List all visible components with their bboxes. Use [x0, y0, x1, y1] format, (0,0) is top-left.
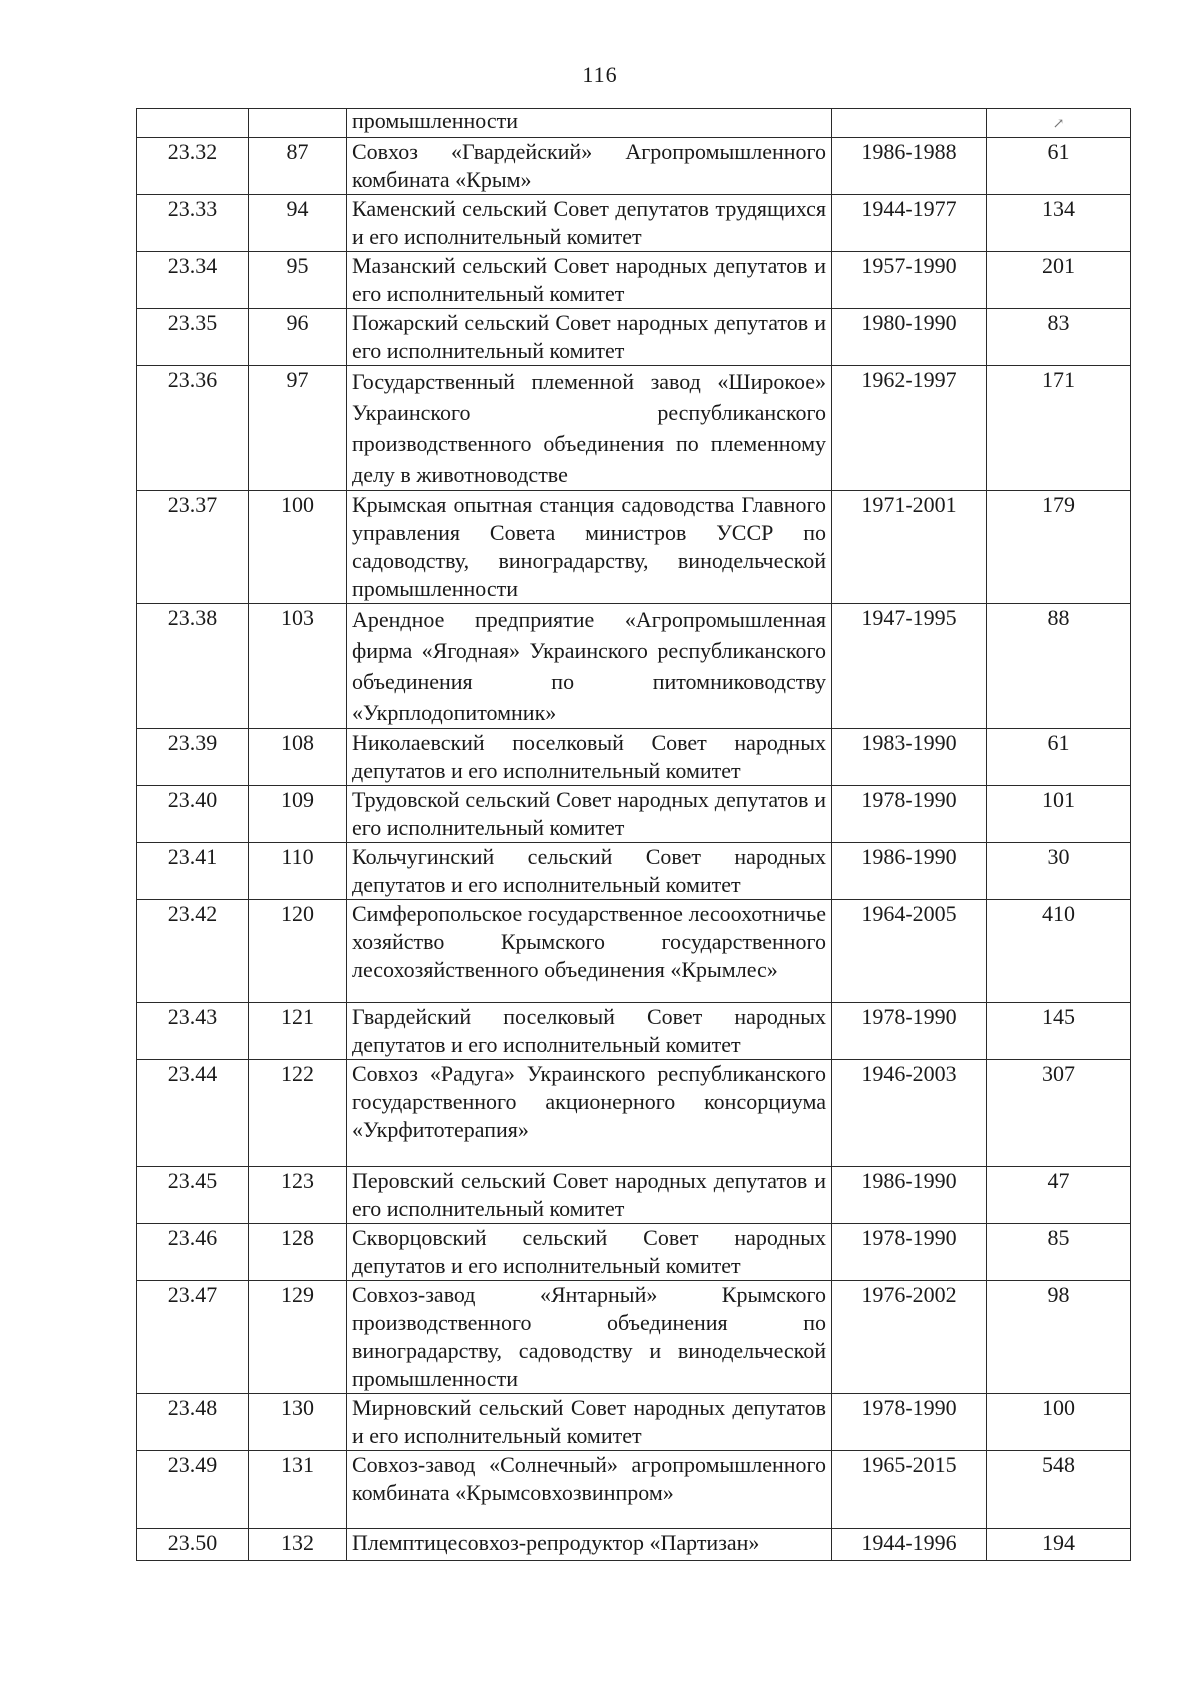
cell-number: 23.33 — [137, 195, 249, 252]
cell-number: 23.49 — [137, 1451, 249, 1529]
cell-fund: 132 — [249, 1529, 347, 1561]
cell-fund — [249, 109, 347, 138]
cell-years: 1962-1997 — [832, 366, 987, 491]
cell-fund: 128 — [249, 1224, 347, 1281]
cell-number: 23.32 — [137, 138, 249, 195]
cell-name: Племптицесовхоз-репродуктор «Партизан» — [347, 1529, 832, 1561]
cell-number: 23.38 — [137, 604, 249, 729]
table-row — [137, 900, 1131, 1003]
cell-years: 1986-1990 — [832, 843, 987, 900]
cell-fund: 103 — [249, 604, 347, 729]
cell-fund: 129 — [249, 1281, 347, 1394]
archive-fund-table — [136, 108, 1131, 1561]
table-row — [137, 729, 1131, 786]
cell-fund: 131 — [249, 1451, 347, 1529]
cell-number — [137, 109, 249, 138]
cell-name: Совхоз-завод «Янтарный» Крымского производственного объединения по виноградарству, садоводству и винодельческой промышленности — [347, 1281, 832, 1394]
cell-fund: 120 — [249, 900, 347, 1003]
cell-fund: 122 — [249, 1060, 347, 1167]
cell-number: 23.40 — [137, 786, 249, 843]
cell-years: 1965-2015 — [832, 1451, 987, 1529]
table-row — [137, 786, 1131, 843]
table-body — [137, 109, 1131, 1561]
cell-number: 23.47 — [137, 1281, 249, 1394]
table-row — [137, 1394, 1131, 1451]
cell-years: 1976-2002 — [832, 1281, 987, 1394]
cell-count: 179 — [987, 491, 1131, 604]
cell-count: 61 — [987, 138, 1131, 195]
cell-name: Мирновский сельский Совет народных депутатов и его исполнительный комитет — [347, 1394, 832, 1451]
cell-number: 23.45 — [137, 1167, 249, 1224]
table-row — [137, 1451, 1131, 1529]
cell-years: 1978-1990 — [832, 1394, 987, 1451]
cell-count — [987, 109, 1131, 138]
cell-count: 101 — [987, 786, 1131, 843]
cell-count: 201 — [987, 252, 1131, 309]
table-row — [137, 138, 1131, 195]
cell-number: 23.48 — [137, 1394, 249, 1451]
cell-years: 1986-1990 — [832, 1167, 987, 1224]
cell-years: 1964-2005 — [832, 900, 987, 1003]
cell-years: 1986-1988 — [832, 138, 987, 195]
cell-fund: 109 — [249, 786, 347, 843]
cell-name: Каменский сельский Совет депутатов трудящихся и его исполнительный комитет — [347, 195, 832, 252]
cell-count: 548 — [987, 1451, 1131, 1529]
pen-mark: ↗ — [1052, 117, 1065, 132]
cell-count: 30 — [987, 843, 1131, 900]
cell-years: 1983-1990 — [832, 729, 987, 786]
cell-name: промышленности — [347, 109, 832, 138]
cell-years: 1944-1996 — [832, 1529, 987, 1561]
page-number: 116 — [582, 62, 618, 87]
cell-count: 171 — [987, 366, 1131, 491]
cell-count: 145 — [987, 1003, 1131, 1060]
cell-fund: 87 — [249, 138, 347, 195]
cell-name: Крымская опытная станция садоводства Главного управления Совета министров УССР по садоводству, виноградарству, винодельческой промышленности — [347, 491, 832, 604]
cell-number: 23.46 — [137, 1224, 249, 1281]
cell-years: 1978-1990 — [832, 1003, 987, 1060]
table-row — [137, 604, 1131, 729]
cell-count: 98 — [987, 1281, 1131, 1394]
table-row — [137, 1224, 1131, 1281]
cell-count: 88 — [987, 604, 1131, 729]
cell-fund: 110 — [249, 843, 347, 900]
table-row — [137, 252, 1131, 309]
cell-fund: 123 — [249, 1167, 347, 1224]
cell-number: 23.41 — [137, 843, 249, 900]
table-row — [137, 1060, 1131, 1167]
cell-number: 23.50 — [137, 1529, 249, 1561]
table-row — [137, 1281, 1131, 1394]
cell-name: Симферопольское государственное лесоохотничье хозяйство Крымского государственного лесохозяйственного объединения «Крымлес» — [347, 900, 832, 1003]
cell-years: 1947-1995 — [832, 604, 987, 729]
cell-number: 23.37 — [137, 491, 249, 604]
cell-fund: 95 — [249, 252, 347, 309]
cell-name: Трудовской сельский Совет народных депутатов и его исполнительный комитет — [347, 786, 832, 843]
cell-count: 100 — [987, 1394, 1131, 1451]
table-row — [137, 1003, 1131, 1060]
table-row — [137, 1529, 1131, 1561]
cell-number: 23.36 — [137, 366, 249, 491]
cell-years: 1957-1990 — [832, 252, 987, 309]
table-row — [137, 366, 1131, 491]
cell-number: 23.43 — [137, 1003, 249, 1060]
cell-count: 410 — [987, 900, 1131, 1003]
cell-number: 23.44 — [137, 1060, 249, 1167]
cell-years — [832, 109, 987, 138]
cell-name: Совхоз-завод «Солнечный» агропромышленного комбината «Крымсовхозвинпром» — [347, 1451, 832, 1529]
cell-count: 194 — [987, 1529, 1131, 1561]
cell-name: Пожарский сельский Совет народных депутатов и его исполнительный комитет — [347, 309, 832, 366]
cell-name: Гвардейский поселковый Совет народных депутатов и его исполнительный комитет — [347, 1003, 832, 1060]
cell-fund: 121 — [249, 1003, 347, 1060]
cell-years: 1978-1990 — [832, 786, 987, 843]
cell-name: Совхоз «Радуга» Украинского республиканского государственного акционерного консорциума «Укрфитотерапия» — [347, 1060, 832, 1167]
cell-fund: 108 — [249, 729, 347, 786]
table-row — [137, 195, 1131, 252]
cell-name: Кольчугинский сельский Совет народных депутатов и его исполнительный комитет — [347, 843, 832, 900]
cell-fund: 94 — [249, 195, 347, 252]
cell-number: 23.42 — [137, 900, 249, 1003]
cell-name: Скворцовский сельский Совет народных депутатов и его исполнительный комитет — [347, 1224, 832, 1281]
cell-years: 1946-2003 — [832, 1060, 987, 1167]
cell-fund: 130 — [249, 1394, 347, 1451]
cell-years: 1980-1990 — [832, 309, 987, 366]
cell-years: 1978-1990 — [832, 1224, 987, 1281]
cell-number: 23.34 — [137, 252, 249, 309]
table-row — [137, 309, 1131, 366]
cell-count: 134 — [987, 195, 1131, 252]
cell-name: Мазанский сельский Совет народных депутатов и его исполнительный комитет — [347, 252, 832, 309]
cell-years: 1944-1977 — [832, 195, 987, 252]
cell-count: 307 — [987, 1060, 1131, 1167]
cell-number: 23.39 — [137, 729, 249, 786]
cell-name: Совхоз «Гвардейский» Агропромышленного комбината «Крым» — [347, 138, 832, 195]
cell-name: Арендное предприятие «Агропромышленная фирма «Ягодная» Украинского республиканского объединения по питомниководству «Укрплодопитомник» — [347, 604, 832, 729]
table-row — [137, 1167, 1131, 1224]
cell-name: Николаевский поселковый Совет народных депутатов и его исполнительный комитет — [347, 729, 832, 786]
cell-fund: 97 — [249, 366, 347, 491]
cell-fund: 100 — [249, 491, 347, 604]
cell-name: Перовский сельский Совет народных депутатов и его исполнительный комитет — [347, 1167, 832, 1224]
table-row — [137, 843, 1131, 900]
cell-number: 23.35 — [137, 309, 249, 366]
table-row — [137, 491, 1131, 604]
cell-years: 1971-2001 — [832, 491, 987, 604]
cell-count: 85 — [987, 1224, 1131, 1281]
cell-count: 83 — [987, 309, 1131, 366]
table-row-continuation — [137, 109, 1131, 138]
cell-count: 47 — [987, 1167, 1131, 1224]
cell-name: Государственный племенной завод «Широкое» Украинского республиканского производственного объединения по племенному делу в животноводстве — [347, 366, 832, 491]
cell-fund: 96 — [249, 309, 347, 366]
cell-count: 61 — [987, 729, 1131, 786]
